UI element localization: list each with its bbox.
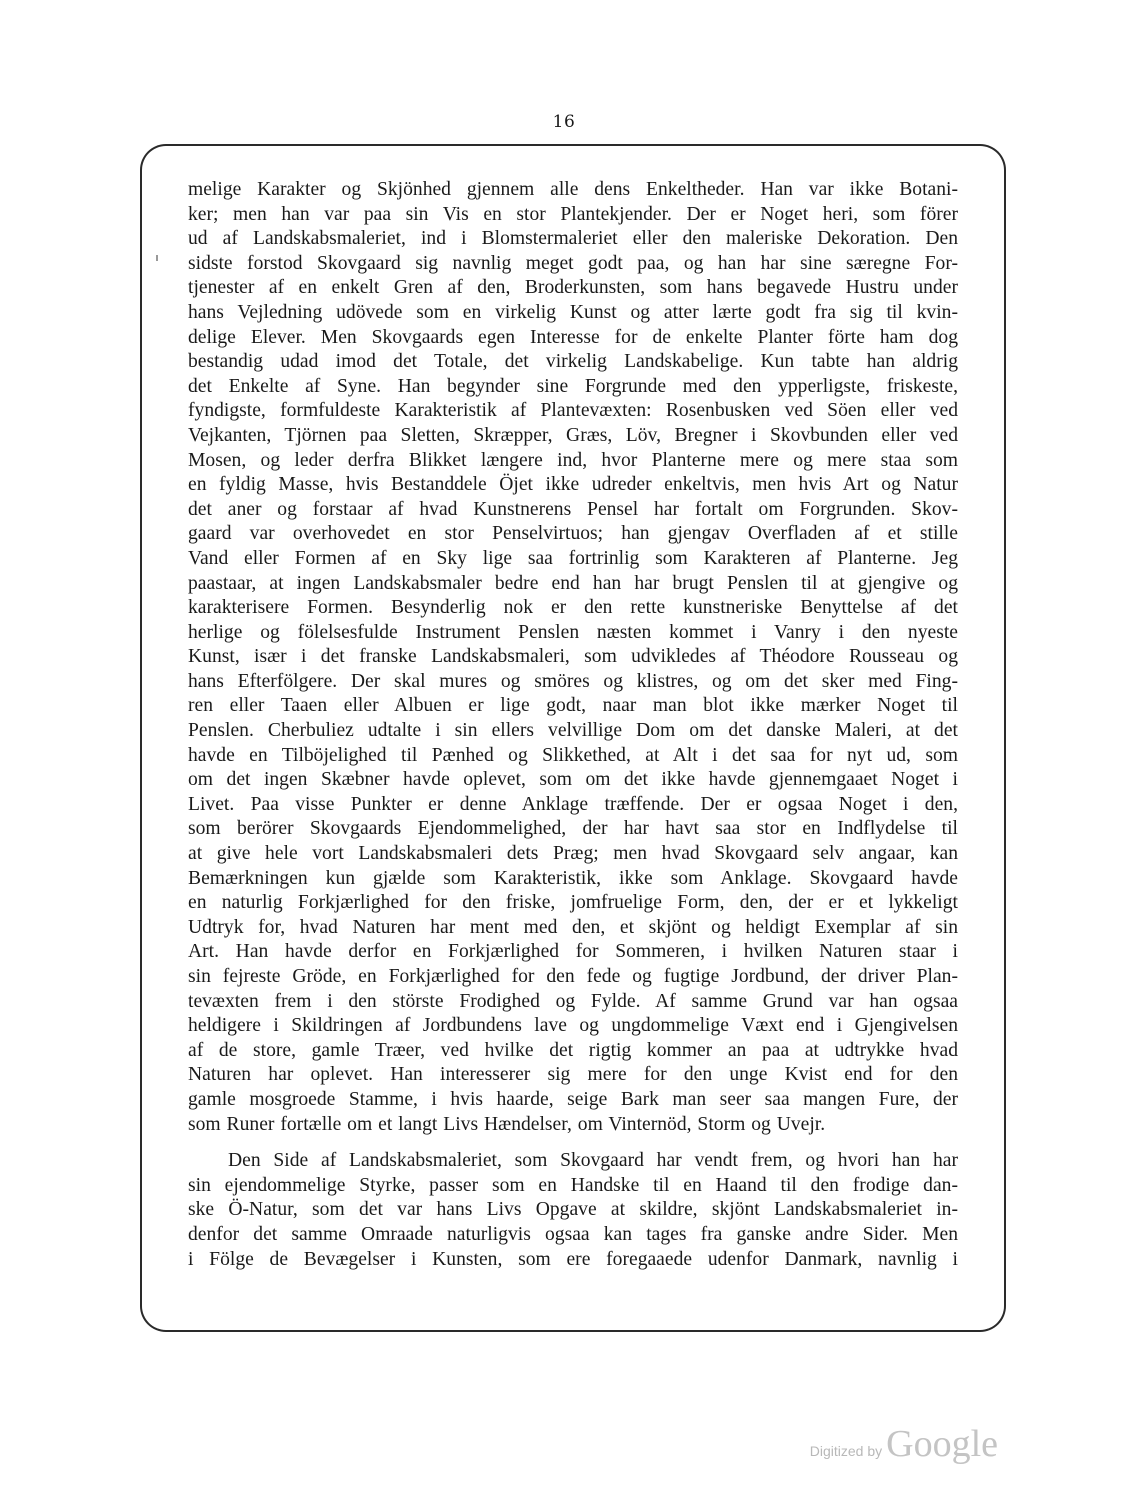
frame-border-bottom <box>140 1290 1006 1332</box>
text-line: sin fejreste Gröde, en Forkjærlighed for den fede og fugtige Jordbund, der driver Plan- <box>188 966 958 987</box>
text-line: Bemærkningen kun gjælde som Karakteristik, ikke som Anklage. Skovgaard havde <box>188 867 958 889</box>
text-line: ker; men han var paa sin Vis en stor Plantekjender. Der er Noget heri, som förer <box>188 203 958 225</box>
text-line: Den Side af Landskabsmaleriet, som Skovgaard har vendt frem, og hvori han har <box>228 1150 958 1172</box>
text-line: karakterisere Formen. Besynderlig nok er den rette kunstneriske Benyttelse af det <box>188 597 958 619</box>
text-line: Udtryk for, hvad Naturen har ment med den, et skjönt og heldigt Exemplar af sin <box>188 916 958 938</box>
text-line: gaard var overhovedet en stor Penselvirtuos; han gjengav Overfladen af et stille <box>188 523 958 545</box>
text-line: sin ejendommelige Styrke, passer som en Handske til en Haand til den frodige dan- <box>188 1174 958 1196</box>
stray-mark <box>156 255 158 261</box>
text-line: melige Karakter og Skjönhed gjennem alle dens Enkeltheder. Han var ikke Botani- <box>188 179 958 200</box>
text-line: af de store, gamle Træer, ved hvilke det rigtig kommer an paa at udtrykke hvad <box>188 1039 958 1061</box>
text-line: gamle mosgroede Stamme, i hvis haarde, seige Bark man seer saa mangen Fure, der <box>188 1088 958 1110</box>
text-line: ud af Landskabsmaleriet, ind i Blomstermaleriet eller den maleriske Dekoration. Den <box>188 228 958 250</box>
text-line: sidste forstod Skovgaard sig navnlig meget godt paa, og han har sine særegne For- <box>188 252 958 274</box>
text-line: det aner og forstaar af hvad Kunstnerens Pensel har fortalt om Forgrunden. Skov- <box>188 498 958 520</box>
body-text <box>188 178 958 1272</box>
text-line: bestandig udad imod det Totale, det virkelig Landskabelige. Kun tabte han aldrig <box>188 351 958 373</box>
text-line: Livet. Paa visse Punkter er denne Anklage træffende. Der er ogsaa Noget i den, <box>188 793 958 815</box>
text-line: denfor det samme Omraade naturligvis ogsaa kan tages fra ganske andre Sider. Men <box>188 1223 958 1245</box>
text-line: tevæxten frem i den störste Frodighed og Fylde. Af samme Grund var han ogsaa <box>188 990 958 1012</box>
text-line: en fyldig Masse, hvis Bestanddele Öjet ikke udreder enkeltvis, men hvis Art og Natur <box>188 474 958 496</box>
text-line: Mosen, og leder derfra Blikket længere ind, hvor Planterne mere og mere staa som <box>188 449 958 471</box>
text-line: delige Elever. Men Skovgaards egen Interesse for de enkelte Planter förte ham dog <box>188 326 958 348</box>
text-line: ren eller Taaen eller Albuen er lige godt, naar man blot ikke mærker Noget til <box>188 695 958 717</box>
text-line: Vejkanten, Tjörnen paa Sletten, Skræpper, Græs, Löv, Bregner i Skovbunden eller ved <box>188 424 958 446</box>
text-line: fyndigste, formfuldeste Karakteristik af Plantevæxten: Rosenbusken ved Söen eller ved <box>188 400 958 422</box>
text-line: hans Efterfölgere. Der skal mures og smöres og klistres, og om det sker med Fing- <box>188 670 958 692</box>
digitized-watermark <box>810 1422 998 1466</box>
text-line: ske Ö-Natur, som det var hans Livs Opgave at skildre, skjönt Landskabsmaleriet in- <box>188 1199 958 1221</box>
text-line: i Fölge de Bevægelser i Kunsten, som ere foregaaede udenfor Danmark, navnlig i <box>188 1248 958 1270</box>
text-line: heldigere i Skildringen af Jordbundens lave og ungdommelige Væxt end i Gjengivelsen <box>188 1015 958 1037</box>
paragraph <box>188 178 958 1137</box>
text-line: som berörer Skovgaards Ejendommelighed, der har havt saa stor en Indflydelse til <box>188 818 958 840</box>
text-line: havde en Tilböjelighed til Pænhed og Slikkethed, at Alt i det saa for nyt ud, som <box>188 744 958 766</box>
text-line: hans Vejledning udövede som en virkelig Kunst og atter lærte godt fra sig til kvin- <box>188 301 958 323</box>
paragraph <box>188 1149 958 1272</box>
text-line: at give hele vort Landskabsmaleri dets Præg; men hvad Skovgaard selv angaar, kan <box>188 843 958 865</box>
text-line: tjenester af en enkelt Gren af den, Broderkunsten, som hans begavede Hustru under <box>188 277 958 299</box>
text-line: som Runer fortælle om et langt Livs Hændelser, om Vinternöd, Storm og Uvejr. <box>188 1113 826 1135</box>
text-line: Vand eller Formen af en Sky lige saa fortrinlig som Karakteren af Planterne. Jeg <box>188 547 958 569</box>
text-line: Naturen har oplevet. Han interesserer sig mere for den unge Kvist end for den <box>188 1064 958 1086</box>
text-line: herlige og fölelsesfulde Instrument Penslen næsten kommet i Vanry i den nyeste <box>188 621 958 643</box>
text-line: en naturlig Forkjærlighed for den friske, jomfruelige Form, den, der er et lykkeligt <box>188 892 958 914</box>
text-line: paastaar, at ingen Landskabsmaler bedre end han har brugt Penslen til at gjengive og <box>188 572 958 594</box>
text-line: Art. Han havde derfor en Forkjærlighed for Sommeren, i hvilken Naturen staar i <box>188 941 958 963</box>
watermark-prefix: Digitized by <box>809 1443 883 1459</box>
google-logo: Google <box>886 1423 998 1465</box>
page-number: 16 <box>552 112 576 132</box>
text-line: Kunst, især i det franske Landskabsmaleri, som udvikledes af Théodore Rousseau og <box>188 646 958 668</box>
text-line: det Enkelte af Syne. Han begynder sine Forgrunde med den ypperligste, friskeste, <box>188 375 958 397</box>
text-line: om det ingen Skæbner havde oplevet, som om det ikke havde gjennemgaaet Noget i <box>188 769 958 791</box>
text-line: Penslen. Cherbuliez udtalte i sin ellers velvillige Dom om det danske Maleri, at det <box>188 720 958 742</box>
